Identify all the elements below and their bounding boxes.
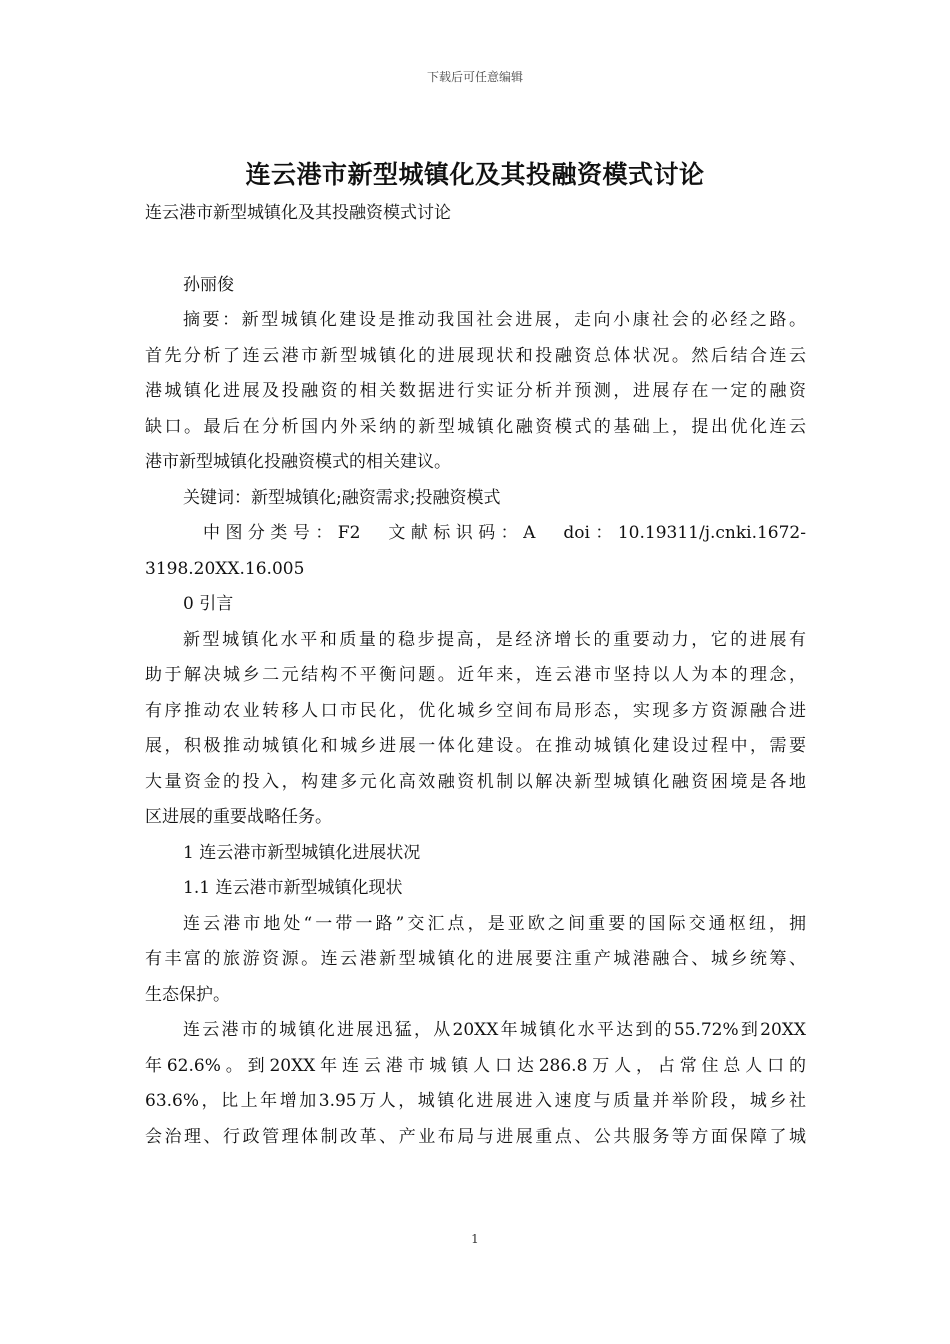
classification: [145, 516, 806, 587]
keywords: 关键词：新型城镇化;融资需求;投融资模式: [183, 487, 501, 508]
paragraph-line: 会治理、行政管理体制改革、产业布局与进展重点、公共服务等方面保障了城: [145, 1126, 806, 1147]
header-note: 下载后可任意编辑: [426, 70, 523, 84]
paragraph-line: 63.6%，比上年增加3.95万人，城镇化进展进入速度与质量并举阶段，城乡社: [145, 1091, 806, 1111]
abstract: [145, 303, 806, 481]
section-0-paragraph: [145, 623, 806, 836]
abstract-line: 缺口。最后在分析国内外采纳的新型城镇化融资模式的基础上，提出优化连云: [145, 416, 806, 437]
page-number: 1: [471, 1232, 479, 1246]
paragraph-line: 区进展的重要战略任务。: [145, 807, 332, 827]
classification-line: 3198.20XX.16.005: [145, 558, 305, 579]
document-title: 连云港市新型城镇化及其投融资模式讨论: [245, 160, 705, 189]
paragraph-line: 新型城镇化水平和质量的稳步提高，是经济增长的重要动力，它的进展有: [183, 629, 806, 650]
abstract-line: 摘要：新型城镇化建设是推动我国社会进展，走向小康社会的必经之路。: [183, 310, 806, 330]
paragraph-line: 生态保护。: [145, 984, 230, 1005]
section-heading-1: 1 连云港市新型城镇化进展状况: [183, 842, 421, 863]
document-body: [145, 196, 806, 1155]
paragraph-line: 有序推动农业转移人口市民化，优化城乡空间布局形态，实现多方资源融合进: [145, 700, 806, 721]
paragraph-line: 年62.6%。到20XX年连云港市城镇人口达286.8万人，占常住总人口的: [145, 1055, 806, 1076]
paragraph-line: 大量资金的投入，构建多元化高效融资机制以解决新型城镇化融资困境是各地: [145, 771, 806, 792]
blank-line: [145, 232, 806, 268]
section-heading-1-1: 1.1 连云港市新型城镇化现状: [183, 878, 403, 898]
paragraph-line: 展，积极推动城镇化和城乡进展一体化建设。在推动城镇化建设过程中，需要: [145, 736, 806, 756]
paragraph-line: 有丰富的旅游资源。连云港新型城镇化的进展要注重产城港融合、城乡统筹、: [145, 949, 806, 969]
section-heading-0: 0 引言: [183, 594, 234, 614]
classification-line: 中图分类号：F2 文献标识码：A doi：10.19311/j.cnki.1672-: [203, 523, 806, 543]
section-1-1-paragraph-2: [145, 1013, 806, 1155]
author: 孙丽俊: [183, 274, 234, 295]
paragraph-line: 连云港市地处“一带一路”交汇点，是亚欧之间重要的国际交通枢纽，拥: [183, 913, 806, 934]
abstract-line: 港市新型城镇化投融资模式的相关建议。: [145, 452, 451, 472]
abstract-line: 首先分析了连云港市新型城镇化的进展现状和投融资总体状况。然后结合连云: [145, 345, 806, 366]
subtitle: 连云港市新型城镇化及其投融资模式讨论: [145, 203, 451, 223]
abstract-line: 港城镇化进展及投融资的相关数据进行实证分析并预测，进展存在一定的融资: [145, 381, 806, 401]
paragraph-line: 助于解决城乡二元结构不平衡问题。近年来，连云港市坚持以人为本的理念，: [145, 665, 806, 685]
paragraph-line: 连云港市的城镇化进展迅猛，从20XX年城镇化水平达到的55.72%到20XX: [183, 1020, 806, 1040]
section-1-1-paragraph-1: [145, 907, 806, 1014]
